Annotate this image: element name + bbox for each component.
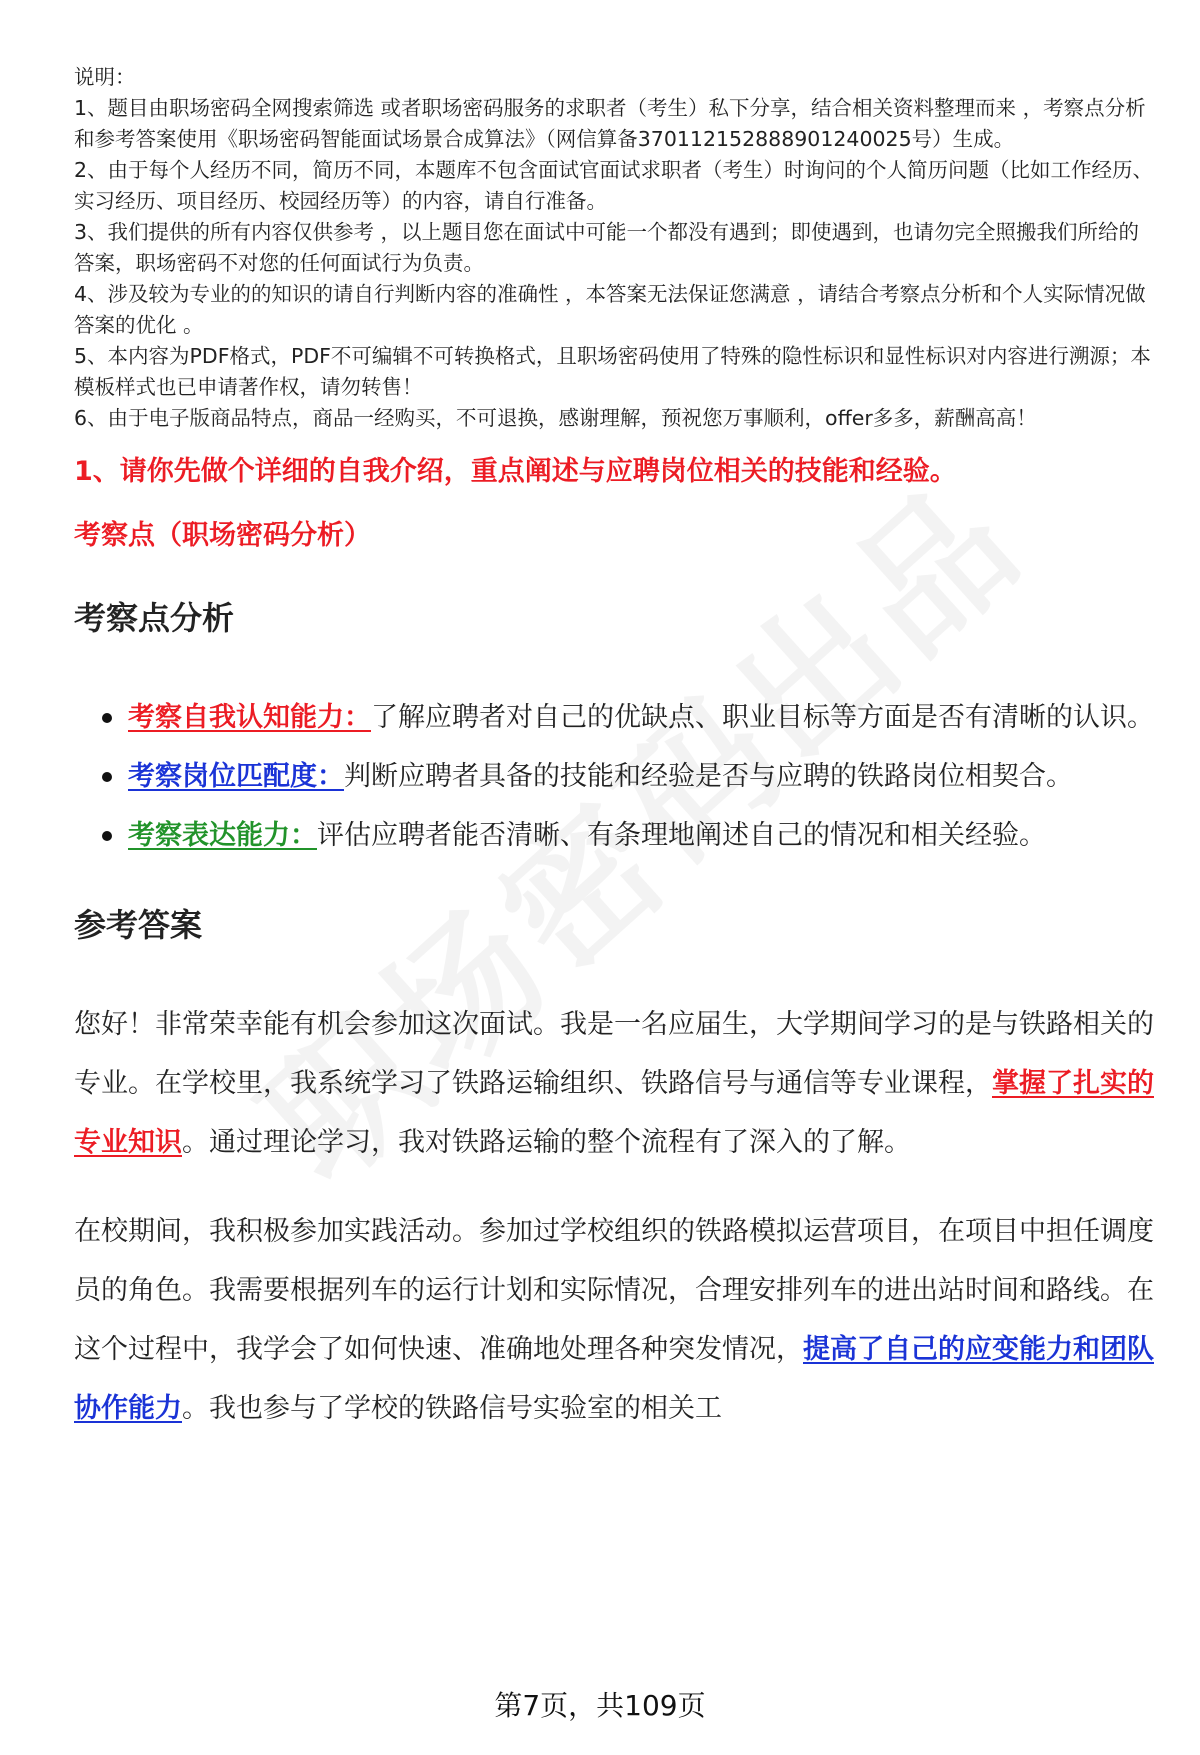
answer-paragraph — [74, 1202, 1154, 1438]
note-item: 4、涉及较为专业的的知识的请自行判断内容的准确性 ，本答案无法保证您满意 ，请结合考察点分析和个人实际情况做答案的优化 。 — [74, 282, 1146, 337]
answer-text: 在校期间，我积极参加实践活动。参加过学校组织的铁路模拟运营项目，在项目中担任调度员的角色。我需要根据列车的运行计划和实际情况，合理安排列车的进出站时间和路线。在这个过程中，我学会了如何快速、准确地处理各种突发情况， — [74, 1216, 1154, 1365]
answer-highlight: 掌握了扎实的专业知识 — [74, 1068, 1154, 1158]
notes-block — [74, 62, 1154, 434]
point-label: 考察表达能力： — [128, 820, 317, 851]
analysis-point — [128, 688, 1154, 747]
bullet-icon — [102, 831, 112, 841]
note-item: 5、本内容为PDF格式，PDF不可编辑不可转换格式，且职场密码使用了特殊的隐性标识和显性标识对内容进行溯源；本模板样式也已申请著作权，请勿转售！ — [74, 344, 1151, 399]
analysis-heading: 考察点分析 — [74, 599, 235, 637]
note-item: 2、由于每个人经历不同，简历不同，本题库不包含面试官面试求职者（考生）时询问的个人简历问题（比如工作经历、实习经历、项目经历、校园经历等）的内容，请自行准备。 — [74, 158, 1154, 213]
answer-highlight: 提高了自己的应变能力和团队协作能力 — [74, 1334, 1154, 1424]
point-text: 评估应聘者能否清晰、有条理地阐述自己的情况和相关经验。 — [317, 820, 1046, 851]
notes-heading: 说明： — [74, 65, 136, 89]
document-page — [74, 62, 1154, 1438]
point-text: 了解应聘者对自己的优缺点、职业目标等方面是否有清晰的认识。 — [371, 702, 1154, 733]
point-label: 考察自我认知能力： — [128, 702, 371, 733]
page-number: 第7页，共109页 — [494, 1689, 706, 1722]
answer-text: 。我也参与了学校的铁路信号实验室的相关工 — [182, 1393, 722, 1424]
bullet-icon — [102, 772, 112, 782]
note-item: 1、题目由职场密码全网搜索筛选 或者职场密码服务的求职者（考生）私下分享，结合相关资料整理而来 ，考察点分析和参考答案使用《职场密码智能面试场景合成算法》（网信算备370112152888901240025号）生成。 — [74, 96, 1146, 151]
bullet-icon — [102, 713, 112, 723]
analysis-points — [74, 688, 1154, 865]
question-subtitle: 考察点（职场密码分析） — [74, 520, 371, 551]
note-item: 6、由于电子版商品特点，商品一经购买，不可退换，感谢理解，预祝您万事顺利，offer多多，薪酬高高！ — [74, 406, 1037, 430]
answer-paragraph — [74, 995, 1154, 1172]
answer-text: 您好！非常荣幸能有机会参加这次面试。我是一名应届生，大学期间学习的是与铁路相关的专业。在学校里，我系统学习了铁路运输组织、铁路信号与通信等专业课程， — [74, 1009, 1154, 1099]
point-text: 判断应聘者具备的技能和经验是否与应聘的铁路岗位相契合。 — [344, 761, 1073, 792]
analysis-point — [128, 806, 1154, 865]
answer-text: 。通过理论学习，我对铁路运输的整个流程有了深入的了解。 — [182, 1127, 911, 1158]
answer-heading: 参考答案 — [74, 906, 203, 944]
question-title: 1、请你先做个详细的自我介绍，重点阐述与应聘岗位相关的技能和经验。 — [74, 456, 957, 487]
analysis-point — [128, 747, 1154, 806]
point-label: 考察岗位匹配度： — [128, 761, 344, 792]
note-item: 3、我们提供的所有内容仅供参考 ，以上题目您在面试中可能一个都没有遇到；即使遇到，也请勿完全照搬我们所给的答案，职场密码不对您的任何面试行为负责。 — [74, 220, 1140, 275]
